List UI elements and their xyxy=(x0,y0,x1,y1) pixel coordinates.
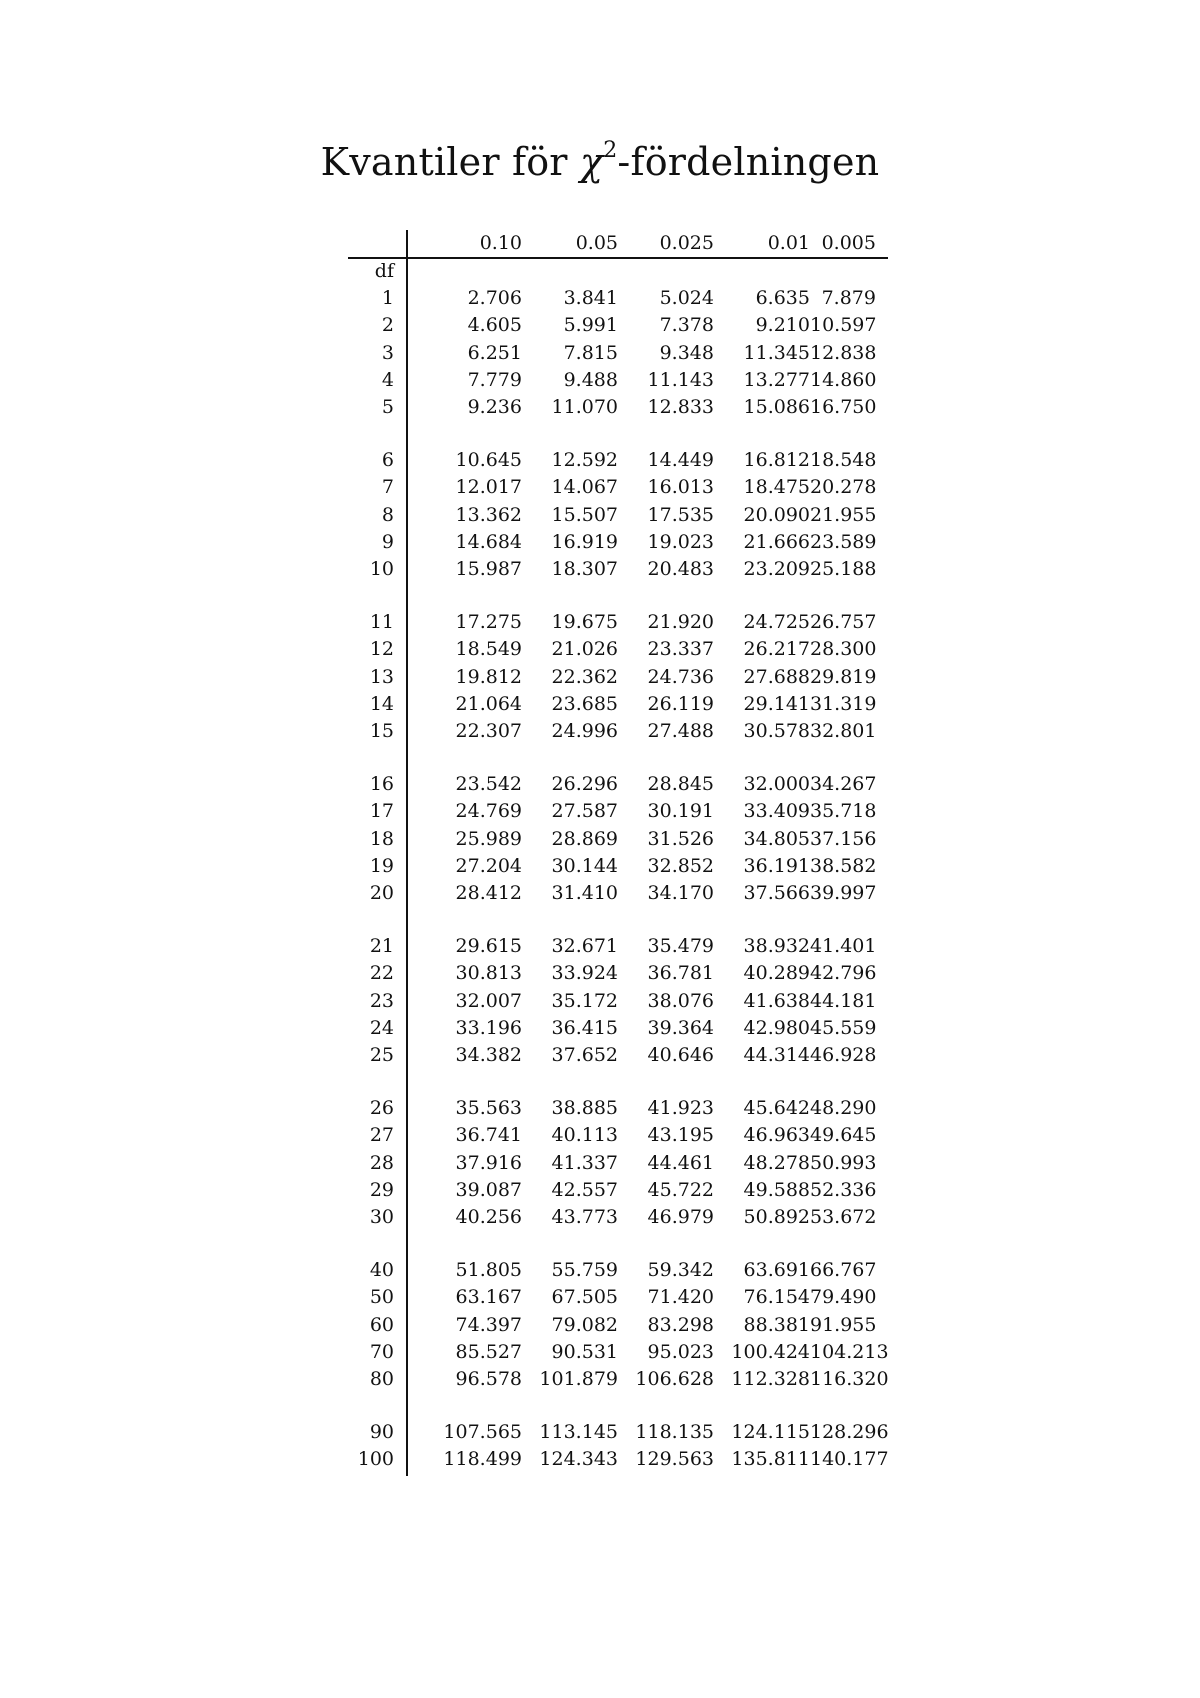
column-header-row xyxy=(348,230,888,257)
value-cell: 7.378 xyxy=(659,314,714,337)
table-row xyxy=(348,798,888,825)
df-cell: 4 xyxy=(381,368,394,391)
value-cell: 7.779 xyxy=(467,368,522,391)
value-cell: 32.671 xyxy=(551,935,618,958)
value-cell: 25.989 xyxy=(455,827,522,850)
table-row xyxy=(348,691,888,718)
table-row xyxy=(348,1312,888,1339)
value-cell: 6.635 xyxy=(755,287,810,310)
column-header: 0.005 xyxy=(821,232,876,254)
value-cell: 30.191 xyxy=(647,800,714,823)
value-cell: 9.210 xyxy=(755,314,810,337)
table-row xyxy=(348,826,888,853)
value-cell: 33.924 xyxy=(551,962,618,985)
value-cell: 11.070 xyxy=(551,396,618,418)
df-cell: 30 xyxy=(369,1206,394,1228)
value-cell: 49.645 xyxy=(810,1124,877,1147)
table-row xyxy=(348,1366,888,1393)
value-cell: 100.424 xyxy=(731,1340,810,1363)
value-cell: 19.675 xyxy=(551,611,618,634)
value-cell: 34.382 xyxy=(455,1044,522,1066)
value-cell: 83.298 xyxy=(647,1313,714,1336)
value-cell: 85.527 xyxy=(455,1340,522,1363)
value-cell: 24.769 xyxy=(455,800,522,823)
value-cell: 15.507 xyxy=(551,503,618,526)
value-cell: 28.300 xyxy=(810,638,877,661)
value-cell: 32.007 xyxy=(455,989,522,1012)
value-cell: 124.115 xyxy=(731,1421,810,1444)
table-row xyxy=(348,474,888,501)
df-cell: 19 xyxy=(369,854,394,877)
value-cell: 15.086 xyxy=(743,396,810,418)
df-cell: 27 xyxy=(369,1124,394,1147)
title-exponent: 2 xyxy=(603,138,618,164)
value-cell: 43.195 xyxy=(647,1124,714,1147)
table-row xyxy=(348,1339,888,1366)
value-cell: 37.652 xyxy=(551,1044,618,1066)
value-cell: 35.718 xyxy=(810,800,877,823)
value-cell: 24.725 xyxy=(743,611,810,634)
value-cell: 63.691 xyxy=(743,1259,810,1282)
value-cell: 38.885 xyxy=(551,1097,618,1120)
value-cell: 45.559 xyxy=(810,1016,877,1039)
table-row xyxy=(348,933,888,960)
value-cell: 46.963 xyxy=(743,1124,810,1147)
value-cell: 50.892 xyxy=(743,1206,810,1228)
value-cell: 12.833 xyxy=(647,396,714,418)
value-cell: 23.542 xyxy=(455,773,522,796)
value-cell: 9.348 xyxy=(659,341,714,364)
table-row xyxy=(348,285,888,312)
table-row xyxy=(348,1284,888,1311)
value-cell: 41.638 xyxy=(743,989,810,1012)
value-cell: 49.588 xyxy=(743,1178,810,1201)
value-cell: 30.144 xyxy=(551,854,618,877)
value-cell: 24.996 xyxy=(551,720,618,742)
value-cell: 36.415 xyxy=(551,1016,618,1039)
value-cell: 112.328 xyxy=(731,1368,810,1390)
value-cell: 74.397 xyxy=(455,1313,522,1336)
value-cell: 44.314 xyxy=(743,1044,810,1066)
table-row xyxy=(348,988,888,1015)
table-row xyxy=(348,664,888,691)
value-cell: 43.773 xyxy=(551,1206,618,1228)
value-cell: 16.013 xyxy=(647,476,714,499)
value-cell: 28.869 xyxy=(551,827,618,850)
table-row xyxy=(348,502,888,529)
value-cell: 6.251 xyxy=(467,341,522,364)
value-cell: 2.706 xyxy=(467,287,522,310)
value-cell: 21.026 xyxy=(551,638,618,661)
value-cell: 26.296 xyxy=(551,773,618,796)
value-cell: 30.813 xyxy=(455,962,522,985)
df-cell: 18 xyxy=(369,827,394,850)
value-cell: 22.307 xyxy=(455,720,522,742)
value-cell: 48.278 xyxy=(743,1151,810,1174)
value-cell: 19.023 xyxy=(647,530,714,553)
value-cell: 48.290 xyxy=(810,1097,877,1120)
value-cell: 118.135 xyxy=(635,1421,714,1444)
df-cell: 20 xyxy=(369,882,394,904)
table-row xyxy=(348,447,888,474)
value-cell: 42.557 xyxy=(551,1178,618,1201)
value-cell: 9.488 xyxy=(563,368,618,391)
value-cell: 140.177 xyxy=(810,1448,889,1471)
table-row xyxy=(348,1015,888,1042)
value-cell: 36.741 xyxy=(455,1124,522,1147)
value-cell: 38.932 xyxy=(743,935,810,958)
value-cell: 36.191 xyxy=(743,854,810,877)
value-cell: 96.578 xyxy=(455,1368,522,1390)
value-cell: 21.666 xyxy=(743,530,810,553)
value-cell: 20.483 xyxy=(647,558,714,580)
value-cell: 14.449 xyxy=(647,449,714,472)
value-cell: 45.642 xyxy=(743,1097,810,1120)
value-cell: 129.563 xyxy=(635,1448,714,1471)
df-cell: 17 xyxy=(369,800,394,823)
value-cell: 18.548 xyxy=(810,449,877,472)
df-cell: 5 xyxy=(381,396,394,418)
value-cell: 33.409 xyxy=(743,800,810,823)
value-cell: 16.750 xyxy=(810,396,877,418)
value-cell: 34.170 xyxy=(647,882,714,904)
value-cell: 14.860 xyxy=(810,368,877,391)
table-row xyxy=(348,340,888,367)
df-cell: 25 xyxy=(369,1044,394,1066)
df-cell: 23 xyxy=(369,989,394,1012)
table-row xyxy=(348,529,888,556)
value-cell: 35.563 xyxy=(455,1097,522,1120)
value-cell: 42.980 xyxy=(743,1016,810,1039)
value-cell: 33.196 xyxy=(455,1016,522,1039)
value-cell: 16.812 xyxy=(743,449,810,472)
column-header: 0.01 xyxy=(767,232,810,254)
value-cell: 104.213 xyxy=(810,1340,889,1363)
table-row xyxy=(348,394,888,421)
df-cell: 50 xyxy=(369,1286,394,1309)
df-cell: 26 xyxy=(369,1097,394,1120)
value-cell: 31.319 xyxy=(810,692,877,715)
value-cell: 52.336 xyxy=(810,1178,877,1201)
value-cell: 40.113 xyxy=(551,1124,618,1147)
value-cell: 34.267 xyxy=(810,773,877,796)
value-cell: 12.838 xyxy=(810,341,877,364)
row-header-divider xyxy=(406,230,408,1476)
value-cell: 46.979 xyxy=(647,1206,714,1228)
value-cell: 35.172 xyxy=(551,989,618,1012)
column-header: 0.025 xyxy=(659,232,714,254)
value-cell: 44.181 xyxy=(810,989,877,1012)
value-cell: 118.499 xyxy=(443,1448,522,1471)
df-cell: 1 xyxy=(381,287,394,310)
value-cell: 67.505 xyxy=(551,1286,618,1309)
df-cell: 7 xyxy=(381,476,394,499)
value-cell: 55.759 xyxy=(551,1259,618,1282)
value-cell: 13.277 xyxy=(743,368,810,391)
value-cell: 51.805 xyxy=(455,1259,522,1282)
value-cell: 66.767 xyxy=(810,1259,877,1282)
value-cell: 27.587 xyxy=(551,800,618,823)
value-cell: 37.916 xyxy=(455,1151,522,1174)
value-cell: 90.531 xyxy=(551,1340,618,1363)
df-cell: 28 xyxy=(369,1151,394,1174)
value-cell: 3.841 xyxy=(563,287,618,310)
value-cell: 24.736 xyxy=(647,665,714,688)
df-cell: 29 xyxy=(369,1178,394,1201)
value-cell: 21.920 xyxy=(647,611,714,634)
value-cell: 124.343 xyxy=(539,1448,618,1471)
value-cell: 16.919 xyxy=(551,530,618,553)
table-row xyxy=(348,1204,888,1231)
table-row xyxy=(348,1095,888,1122)
value-cell: 21.064 xyxy=(455,692,522,715)
table-row xyxy=(348,556,888,583)
df-cell: 14 xyxy=(369,692,394,715)
row-header-label: df xyxy=(374,260,394,282)
value-cell: 7.815 xyxy=(563,341,618,364)
value-cell: 76.154 xyxy=(743,1286,810,1309)
table-row xyxy=(348,1042,888,1069)
value-cell: 39.087 xyxy=(455,1178,522,1201)
value-cell: 9.236 xyxy=(467,396,522,418)
table-row xyxy=(348,880,888,907)
table-row xyxy=(348,609,888,636)
value-cell: 63.167 xyxy=(455,1286,522,1309)
value-cell: 23.209 xyxy=(743,558,810,580)
df-cell: 24 xyxy=(369,1016,394,1039)
value-cell: 39.997 xyxy=(810,882,877,904)
value-cell: 41.923 xyxy=(647,1097,714,1120)
value-cell: 10.645 xyxy=(455,449,522,472)
value-cell: 14.684 xyxy=(455,530,522,553)
column-header: 0.10 xyxy=(479,232,522,254)
value-cell: 29.141 xyxy=(743,692,810,715)
value-cell: 88.381 xyxy=(743,1313,810,1336)
value-cell: 23.337 xyxy=(647,638,714,661)
df-cell: 9 xyxy=(381,530,394,553)
title-prefix: Kvantiler för xyxy=(320,140,580,184)
value-cell: 37.156 xyxy=(810,827,877,850)
value-cell: 12.017 xyxy=(455,476,522,499)
value-cell: 14.067 xyxy=(551,476,618,499)
value-cell: 15.987 xyxy=(455,558,522,580)
value-cell: 106.628 xyxy=(635,1368,714,1390)
value-cell: 91.955 xyxy=(810,1313,877,1336)
value-cell: 44.461 xyxy=(647,1151,714,1174)
df-cell: 100 xyxy=(357,1448,394,1471)
df-cell: 80 xyxy=(369,1368,394,1390)
value-cell: 10.597 xyxy=(810,314,877,337)
df-cell: 10 xyxy=(369,558,394,580)
df-cell: 16 xyxy=(369,773,394,796)
value-cell: 32.801 xyxy=(810,720,877,742)
value-cell: 39.364 xyxy=(647,1016,714,1039)
value-cell: 42.796 xyxy=(810,962,877,985)
table-row xyxy=(348,1150,888,1177)
value-cell: 53.672 xyxy=(810,1206,877,1228)
value-cell: 59.342 xyxy=(647,1259,714,1282)
value-cell: 23.589 xyxy=(810,530,877,553)
table-row xyxy=(348,636,888,663)
value-cell: 116.320 xyxy=(810,1368,889,1390)
value-cell: 128.296 xyxy=(810,1421,889,1444)
value-cell: 38.582 xyxy=(810,854,877,877)
value-cell: 23.685 xyxy=(551,692,618,715)
value-cell: 113.145 xyxy=(539,1421,618,1444)
value-cell: 45.722 xyxy=(647,1178,714,1201)
df-cell: 6 xyxy=(381,449,394,472)
value-cell: 32.852 xyxy=(647,854,714,877)
table-row xyxy=(348,367,888,394)
value-cell: 34.805 xyxy=(743,827,810,850)
value-cell: 95.023 xyxy=(647,1340,714,1363)
table-row xyxy=(348,960,888,987)
df-cell: 2 xyxy=(381,314,394,337)
value-cell: 20.090 xyxy=(743,503,810,526)
value-cell: 28.412 xyxy=(455,882,522,904)
chi-symbol: χ xyxy=(579,140,604,184)
value-cell: 27.688 xyxy=(743,665,810,688)
table-row xyxy=(348,853,888,880)
value-cell: 18.549 xyxy=(455,638,522,661)
title-suffix: -fördelningen xyxy=(617,140,880,184)
value-cell: 12.592 xyxy=(551,449,618,472)
df-cell: 12 xyxy=(369,638,394,661)
df-cell: 8 xyxy=(381,503,394,526)
value-cell: 11.345 xyxy=(743,341,810,364)
value-cell: 26.217 xyxy=(743,638,810,661)
table-row xyxy=(348,718,888,745)
value-cell: 40.289 xyxy=(743,962,810,985)
value-cell: 19.812 xyxy=(455,665,522,688)
value-cell: 22.362 xyxy=(551,665,618,688)
value-cell: 7.879 xyxy=(821,287,876,310)
value-cell: 29.819 xyxy=(810,665,877,688)
df-cell: 22 xyxy=(369,962,394,985)
value-cell: 20.278 xyxy=(810,476,877,499)
value-cell: 71.420 xyxy=(647,1286,714,1309)
value-cell: 17.535 xyxy=(647,503,714,526)
value-cell: 30.578 xyxy=(743,720,810,742)
value-cell: 28.845 xyxy=(647,773,714,796)
value-cell: 21.955 xyxy=(810,503,877,526)
page-title xyxy=(0,140,1200,184)
value-cell: 79.082 xyxy=(551,1313,618,1336)
value-cell: 31.410 xyxy=(551,882,618,904)
value-cell: 5.991 xyxy=(563,314,618,337)
df-cell: 90 xyxy=(369,1421,394,1444)
value-cell: 29.615 xyxy=(455,935,522,958)
df-cell: 40 xyxy=(369,1259,394,1282)
value-cell: 4.605 xyxy=(467,314,522,337)
value-cell: 35.479 xyxy=(647,935,714,958)
table-row xyxy=(348,1257,888,1284)
value-cell: 41.337 xyxy=(551,1151,618,1174)
table-row xyxy=(348,771,888,798)
value-cell: 26.119 xyxy=(647,692,714,715)
df-cell: 60 xyxy=(369,1313,394,1336)
value-cell: 79.490 xyxy=(810,1286,877,1309)
value-cell: 107.565 xyxy=(443,1421,522,1444)
table-row xyxy=(348,1446,888,1473)
table-row xyxy=(348,312,888,339)
table-row xyxy=(348,1122,888,1149)
value-cell: 50.993 xyxy=(810,1151,877,1174)
value-cell: 38.076 xyxy=(647,989,714,1012)
column-header: 0.05 xyxy=(575,232,618,254)
df-cell: 15 xyxy=(369,720,394,742)
value-cell: 18.307 xyxy=(551,558,618,580)
value-cell: 13.362 xyxy=(455,503,522,526)
df-cell: 13 xyxy=(369,665,394,688)
value-cell: 36.781 xyxy=(647,962,714,985)
value-cell: 37.566 xyxy=(743,882,810,904)
df-cell: 3 xyxy=(381,341,394,364)
value-cell: 5.024 xyxy=(659,287,714,310)
value-cell: 18.475 xyxy=(743,476,810,499)
row-header-label-row xyxy=(348,258,888,285)
table-row xyxy=(348,1177,888,1204)
value-cell: 27.204 xyxy=(455,854,522,877)
value-cell: 17.275 xyxy=(455,611,522,634)
value-cell: 32.000 xyxy=(743,773,810,796)
df-cell: 11 xyxy=(369,611,394,634)
value-cell: 40.256 xyxy=(455,1206,522,1228)
value-cell: 26.757 xyxy=(810,611,877,634)
df-cell: 70 xyxy=(369,1340,394,1363)
value-cell: 27.488 xyxy=(647,720,714,742)
value-cell: 101.879 xyxy=(539,1368,618,1390)
value-cell: 11.143 xyxy=(647,368,714,391)
df-cell: 21 xyxy=(369,935,394,958)
value-cell: 135.811 xyxy=(731,1448,810,1471)
value-cell: 46.928 xyxy=(810,1044,877,1066)
value-cell: 31.526 xyxy=(647,827,714,850)
value-cell: 25.188 xyxy=(810,558,877,580)
value-cell: 40.646 xyxy=(647,1044,714,1066)
table-row xyxy=(348,1419,888,1446)
value-cell: 41.401 xyxy=(810,935,877,958)
